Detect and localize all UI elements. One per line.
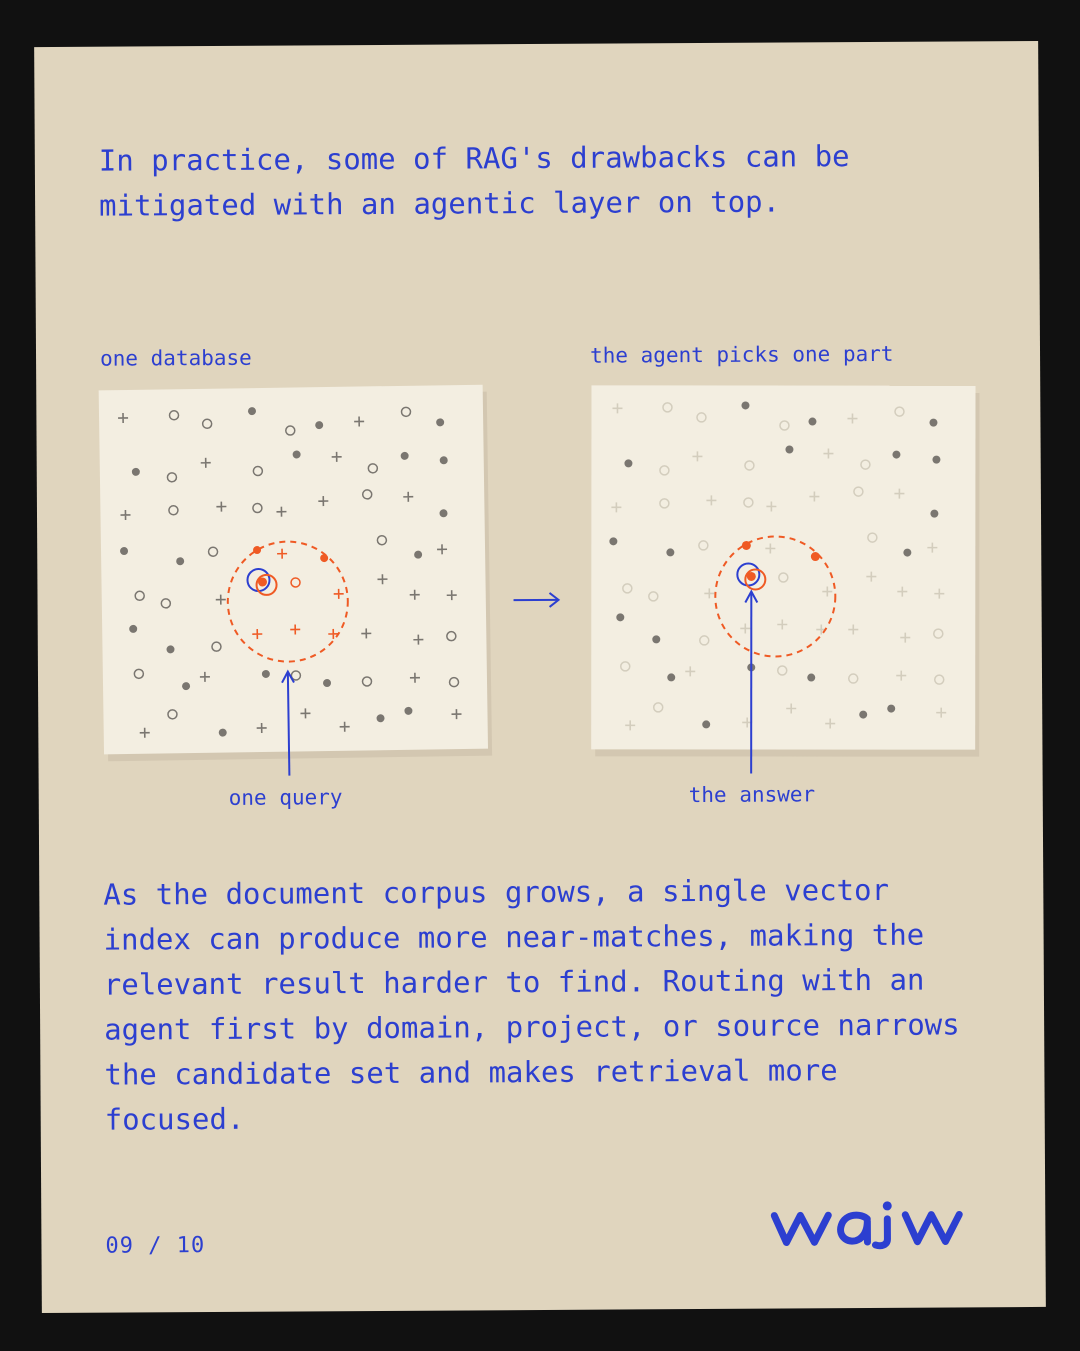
database-panel-background [99,385,488,755]
brand-logo [769,1198,981,1251]
left-panel-caption: one query [228,785,343,810]
point-dot [741,401,749,409]
point-dot [616,613,624,621]
point-dot [702,720,710,728]
slide-card [34,41,1046,1313]
answer-near-dot [742,541,751,550]
database-panel [98,384,492,761]
point-dot [652,635,660,643]
point-dot [929,419,937,427]
body-text: As the document corpus grows, a single vector index can produce more near-matches, making the relevant result harder to find. Routing with an agent first by domain, project, or source narrows the candidate set and makes retrieval more focused. [103,872,960,1137]
point-dot [932,456,940,464]
page-indicator: 09 / 10 [105,1233,206,1259]
point-dot [666,548,674,556]
point-dot [859,711,867,719]
point-dot [609,537,617,545]
point-dot [892,451,900,459]
point-dot [667,673,675,681]
transition-arrow-icon [511,590,563,610]
right-panel-caption: the answer [688,782,816,808]
point-dot [807,674,815,682]
partition-panel-background [591,385,975,749]
point-dot [624,459,632,467]
left-panel-title: one database [99,345,252,371]
point-dot [903,549,911,557]
intro-text: In practice, some of RAG's drawbacks can be mitigated with an agentic layer on top. [98,139,850,223]
answer-dot [747,572,756,581]
right-panel-title: the agent picks one part [589,341,894,368]
point-dot [887,705,895,713]
point-dot [785,445,793,453]
answer-near-dot [811,552,820,561]
point-dot [930,510,938,518]
partition-panel [588,382,982,759]
point-dot [808,418,816,426]
